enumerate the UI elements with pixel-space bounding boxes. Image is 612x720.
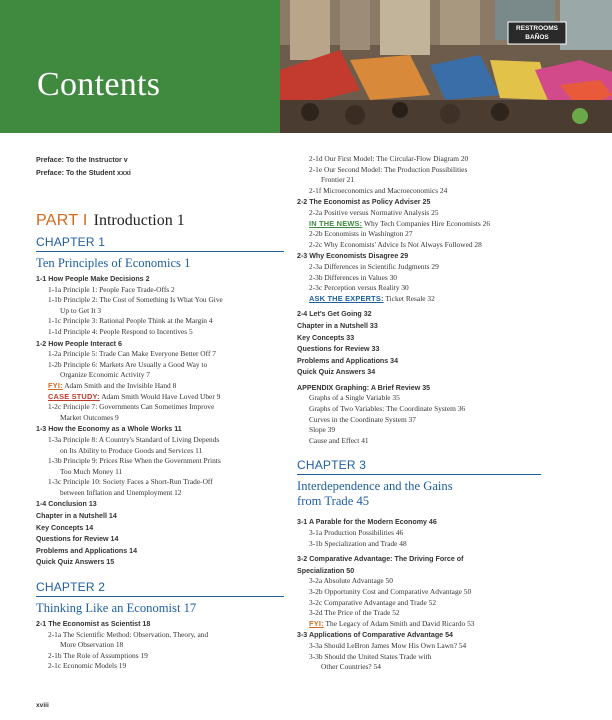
- toc-feature-fyi[interactable]: [36, 381, 284, 392]
- toc-subsection[interactable]: 2-1e Our Second Model: The Production Possibilities: [309, 164, 468, 174]
- market-photo-illustration: [280, 0, 612, 133]
- sign-line-2: BAÑOS: [525, 34, 549, 41]
- toc-section[interactable]: Chapter in a Nutshell 14: [36, 512, 117, 521]
- toc-subsection[interactable]: 3-2b Opportunity Cost and Comparative Advantage 50: [309, 587, 472, 596]
- toc-subsection[interactable]: 2-2a Positive versus Normative Analysis 25: [309, 207, 439, 217]
- toc-section[interactable]: Chapter in a Nutshell 33: [297, 321, 378, 330]
- case-study-label: CASE STUDY:: [48, 391, 100, 401]
- chapter-title-cont[interactable]: from Trade 45: [297, 494, 370, 509]
- toc-section[interactable]: 2-1 The Economist as Scientist 18: [36, 620, 151, 629]
- toc-subsection[interactable]: 1-3a Principle 8: A Country's Standard of Living Depends: [48, 434, 220, 444]
- toc-feature-ask-the-experts[interactable]: [297, 294, 541, 305]
- toc-section[interactable]: 2-3 Why Economists Disagree 29: [297, 252, 409, 261]
- part-title[interactable]: Introduction 1: [93, 212, 185, 229]
- toc-section[interactable]: 3-2 Comparative Advantage: The Driving Force of: [297, 555, 464, 564]
- toc-section[interactable]: 1-4 Conclusion 13: [36, 500, 97, 509]
- toc-subsection[interactable]: 1-2a Principle 5: Trade Can Make Everyone Better Off 7: [48, 349, 216, 359]
- toc-entry[interactable]: Preface: To the Instructor v: [36, 156, 128, 164]
- toc-right-column: [297, 154, 541, 673]
- toc-subsection[interactable]: 2-1c Economic Models 19: [48, 661, 127, 671]
- toc-subsection[interactable]: 2-3b Differences in Values 30: [309, 272, 397, 282]
- toc-subsection[interactable]: 1-2c Principle 7: Governments Can Sometimes Improve: [48, 402, 215, 412]
- banner-photo: [280, 0, 612, 133]
- case-study-text: Adam Smith Would Have Loved Uber 9: [99, 391, 221, 401]
- toc-feature-case-study[interactable]: [36, 392, 284, 403]
- toc-entry[interactable]: Preface: To the Student xxxi: [36, 169, 131, 177]
- restroom-sign: [508, 22, 566, 44]
- part-heading: [36, 210, 284, 232]
- toc-section-appendix[interactable]: APPENDIX Graphing: A Brief Review 35: [297, 383, 431, 392]
- toc-section[interactable]: Quick Quiz Answers 15: [36, 558, 115, 567]
- part-label: PART I: [36, 212, 88, 229]
- toc-subsection[interactable]: 2-1f Microeconomics and Macroeconomics 24: [309, 185, 448, 195]
- toc-subsection[interactable]: 2-1b The Role of Assumptions 19: [48, 650, 148, 660]
- toc-subsection[interactable]: 2-3a Differences in Scientific Judgments 29: [309, 261, 439, 271]
- toc-subsection-cont: More Observation 18: [60, 640, 124, 650]
- toc-subsection[interactable]: 3-1b Specialization and Trade 48: [309, 538, 407, 548]
- toc-subsection[interactable]: 1-1c Principle 3: Rational People Think at the Margin 4: [48, 316, 213, 326]
- toc-subsection-cont: on Its Ability to Produce Goods and Services 11: [60, 445, 203, 455]
- toc-section[interactable]: 2-2 The Economist as Policy Adviser 25: [297, 198, 431, 207]
- toc-section[interactable]: Key Concepts 33: [297, 333, 355, 342]
- chapter-label: CHAPTER 2: [36, 580, 284, 597]
- toc-section[interactable]: 1-1 How People Make Decisions 2: [36, 275, 150, 283]
- toc-subsection[interactable]: 1-3c Principle 10: Society Faces a Short-Run Trade-Off: [48, 477, 213, 487]
- toc-subsection[interactable]: 3-2d The Price of the Trade 52: [309, 608, 400, 618]
- toc-subsection[interactable]: 1-1d Principle 4: People Respond to Incentives 5: [48, 326, 193, 336]
- toc-section[interactable]: 3-1 A Parable for the Modern Economy 46: [297, 518, 437, 527]
- fyi-text: The Legacy of Adam Smith and David Ricardo 53: [323, 618, 475, 628]
- toc-subsection-cont: Organize Economic Activity 7: [60, 370, 150, 380]
- toc-subsection[interactable]: 3-2a Absolute Advantage 50: [309, 576, 393, 586]
- toc-section[interactable]: Quick Quiz Answers 34: [297, 368, 376, 377]
- toc-subsection[interactable]: Graphs of Two Variables: The Coordinate System 36: [309, 404, 466, 414]
- chapter-label: CHAPTER 3: [297, 458, 541, 475]
- chapter-label: CHAPTER 1: [36, 235, 284, 252]
- toc-section[interactable]: 3-3 Applications of Comparative Advantage 54: [297, 631, 453, 640]
- toc-section[interactable]: Questions for Review 14: [36, 535, 119, 544]
- toc-subsection-cont: Frontier 21: [321, 175, 355, 185]
- fyi-label: FYI:: [309, 618, 324, 628]
- chapter-title[interactable]: Thinking Like an Economist 17: [36, 601, 197, 616]
- ask-the-experts-label: ASK THE EXPERTS:: [309, 293, 384, 303]
- toc-subsection[interactable]: 3-3a Should LeBron James Mow His Own Lawn? 54: [309, 640, 467, 650]
- toc-subsection-cont: Other Countries? 54: [321, 662, 381, 672]
- page-title: Contents: [37, 66, 161, 103]
- in-the-news-text: Why Tech Companies Hire Economists 26: [362, 218, 491, 228]
- toc-subsection-cont: Up to Get It 3: [60, 305, 102, 315]
- toc-section[interactable]: Problems and Applications 14: [36, 546, 138, 555]
- chapter-title[interactable]: Interdependence and the Gains: [297, 479, 453, 494]
- toc-subsection[interactable]: Cause and Effect 41: [309, 435, 369, 445]
- page-number: xviii: [36, 702, 49, 709]
- ask-the-experts-text: Ticket Resale 32: [383, 293, 435, 303]
- toc-section[interactable]: 1-3 How the Economy as a Whole Works 11: [36, 425, 182, 434]
- toc-subsection[interactable]: Curves in the Coordinate System 37: [309, 414, 416, 424]
- toc-subsection[interactable]: 1-1a Principle 1: People Face Trade-Offs 2: [48, 284, 175, 294]
- toc-subsection-cont: Too Much Money 11: [60, 466, 123, 476]
- toc-subsection[interactable]: 1-1b Principle 2: The Cost of Something Is What You Give: [48, 295, 223, 305]
- toc-section[interactable]: 2-4 Let's Get Going 32: [297, 310, 372, 319]
- toc-subsection-cont: between Inflation and Unemployment 12: [60, 487, 182, 497]
- toc-section[interactable]: 1-2 How People Interact 6: [36, 339, 122, 348]
- toc-subsection[interactable]: 1-2b Principle 6: Markets Are Usually a Good Way to: [48, 359, 208, 369]
- toc-subsection[interactable]: 3-1a Production Possibilities 46: [309, 528, 404, 538]
- toc-subsection[interactable]: 1-3b Principle 9: Prices Rise When the Government Prints: [48, 456, 221, 466]
- fyi-label: FYI:: [48, 380, 63, 390]
- toc-subsection[interactable]: 2-3c Perception versus Reality 30: [309, 283, 409, 293]
- sign-line-1: RESTROOMS: [516, 25, 558, 32]
- toc-section-cont: Specialization 50: [297, 566, 355, 575]
- toc-feature-fyi[interactable]: [297, 619, 541, 630]
- toc-subsection[interactable]: 2-1a The Scientific Method: Observation, Theory, and: [48, 629, 209, 639]
- toc-section[interactable]: Problems and Applications 34: [297, 356, 399, 365]
- in-the-news-label: IN THE NEWS:: [309, 218, 363, 228]
- toc-subsection[interactable]: 3-3b Should the United States Trade with: [309, 651, 432, 661]
- toc-subsection[interactable]: 2-1d Our First Model: The Circular-Flow Diagram 20: [309, 154, 469, 163]
- toc-subsection[interactable]: 2-2b Economists in Washington 27: [309, 229, 413, 239]
- fyi-text: Adam Smith and the Invisible Hand 8: [62, 380, 177, 390]
- toc-subsection[interactable]: 2-2c Why Economists' Advice Is Not Always Followed 28: [309, 239, 482, 249]
- toc-subsection[interactable]: Graphs of a Single Variable 35: [309, 393, 400, 403]
- toc-subsection[interactable]: Slope 39: [309, 425, 336, 435]
- toc-subsection-cont: Market Outcomes 9: [60, 412, 119, 422]
- chapter-title[interactable]: Ten Principles of Economics 1: [36, 256, 191, 270]
- toc-section[interactable]: Questions for Review 33: [297, 345, 380, 354]
- toc-subsection[interactable]: 3-2c Comparative Advantage and Trade 52: [309, 597, 437, 607]
- toc-left-column: [36, 154, 284, 672]
- toc-section[interactable]: Key Concepts 14: [36, 523, 94, 532]
- toc-feature-in-the-news[interactable]: [297, 219, 541, 230]
- header-banner: [0, 0, 612, 133]
